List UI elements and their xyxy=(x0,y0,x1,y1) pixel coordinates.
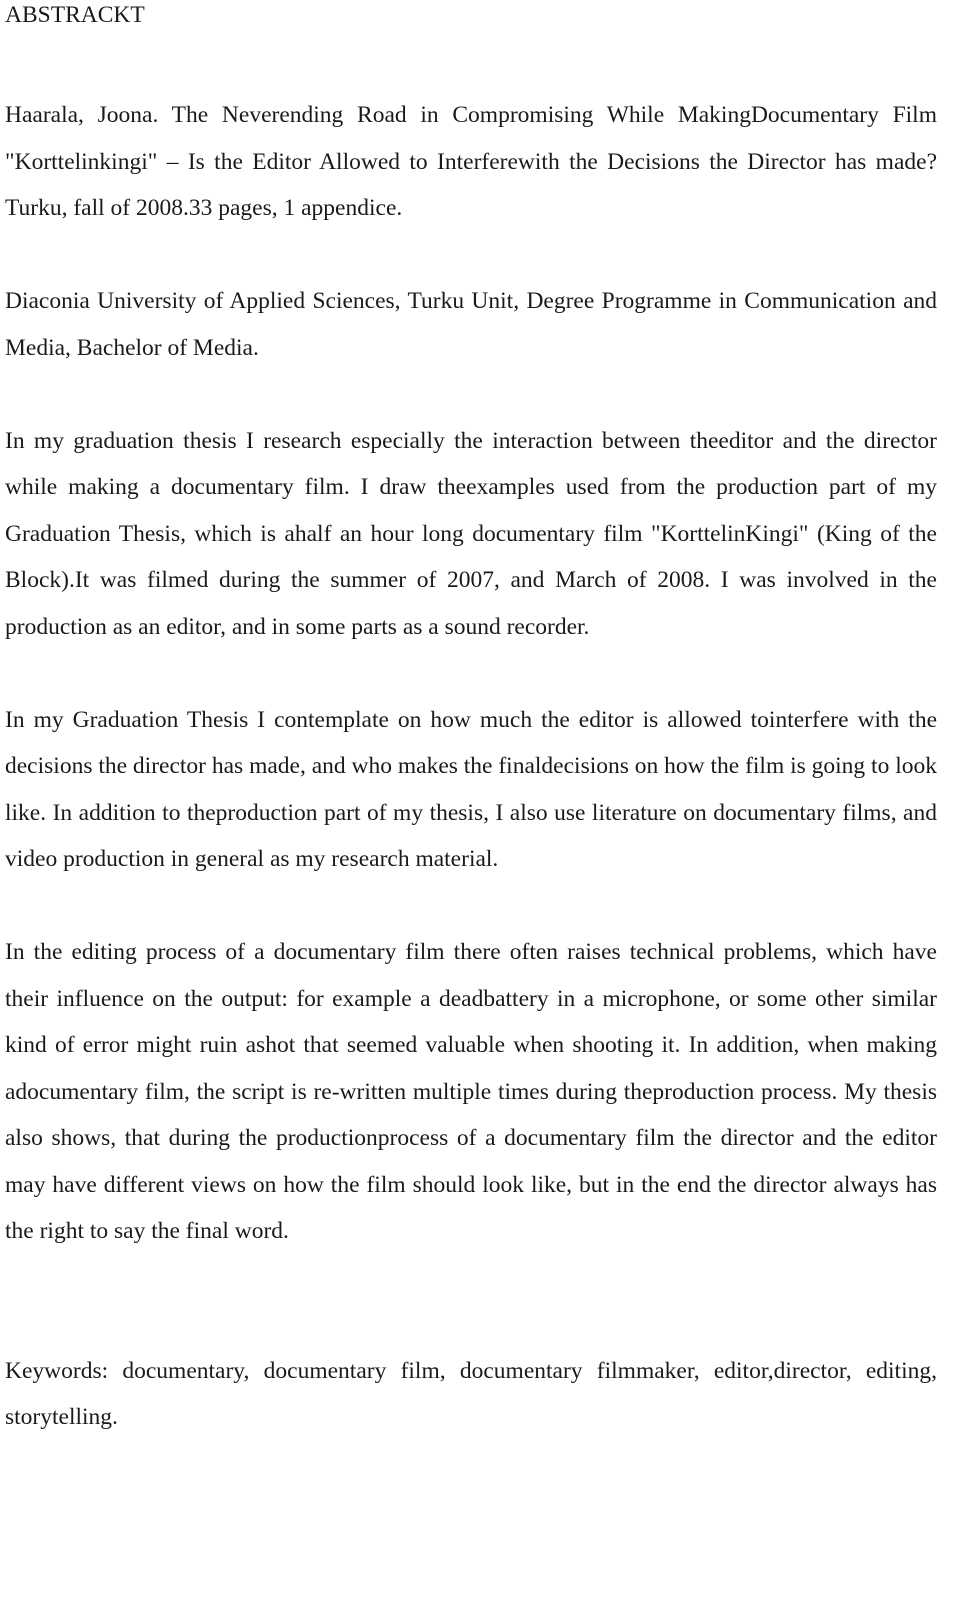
spacer xyxy=(5,883,937,930)
citation-paragraph: Haarala, Joona. The Neverending Road in Compromising While MakingDocumentary Film "Korttelinkingi" – Is the Editor Allowed to Interferewith the Decisions the Director has made? Turku, fall of 2008.33 pages, 1 appendice. xyxy=(5,102,937,221)
spacer xyxy=(5,371,937,418)
abstract-page xyxy=(5,0,937,1441)
body-paragraph-2: In my Graduation Thesis I contemplate on how much the editor is allowed tointerfere with the decisions the director has made, and who makes the finaldecisions on how the film is going to look like. In addition to theproduction part of my thesis, I also use literature on documentary films, and video production in general as my research material. xyxy=(5,706,937,872)
spacer xyxy=(5,232,937,279)
spacer xyxy=(5,650,937,697)
page-title: ABSTRACKT xyxy=(5,2,145,28)
body-paragraph-1: In my graduation thesis I research especially the interaction between theeditor and the director while making a documentary film. I draw theexamples used from the production part of my Graduation Thesis, which is ahalf an hour long documentary film "KorttelinKingi" (King of the Block).It was filmed during the summer of 2007, and March of 2008. I was involved in the production as an editor, and in some parts as a sound recorder. xyxy=(5,427,937,640)
spacer xyxy=(5,1255,937,1348)
body-paragraph-3: In the editing process of a documentary film there often raises technical problems, which have their influence on the output: for example a deadbattery in a microphone, or some other similar kind of error might ruin ashot that seemed valuable when shooting it. In addition, when making adocumentary film, the script is re-written multiple times during theproduction process. My thesis also shows, that during the productionprocess of a documentary film the director and the editor may have different views on how the film should look like, but in the end the director always has the right to say the final word. xyxy=(5,939,937,1244)
spacer xyxy=(5,30,937,92)
institution-paragraph: Diaconia University of Applied Sciences, Turku Unit, Degree Programme in Communication and Media, Bachelor of Media. xyxy=(5,288,937,361)
keywords-paragraph: Keywords: documentary, documentary film, documentary filmmaker, editor,director, editing, storytelling. xyxy=(5,1357,937,1430)
